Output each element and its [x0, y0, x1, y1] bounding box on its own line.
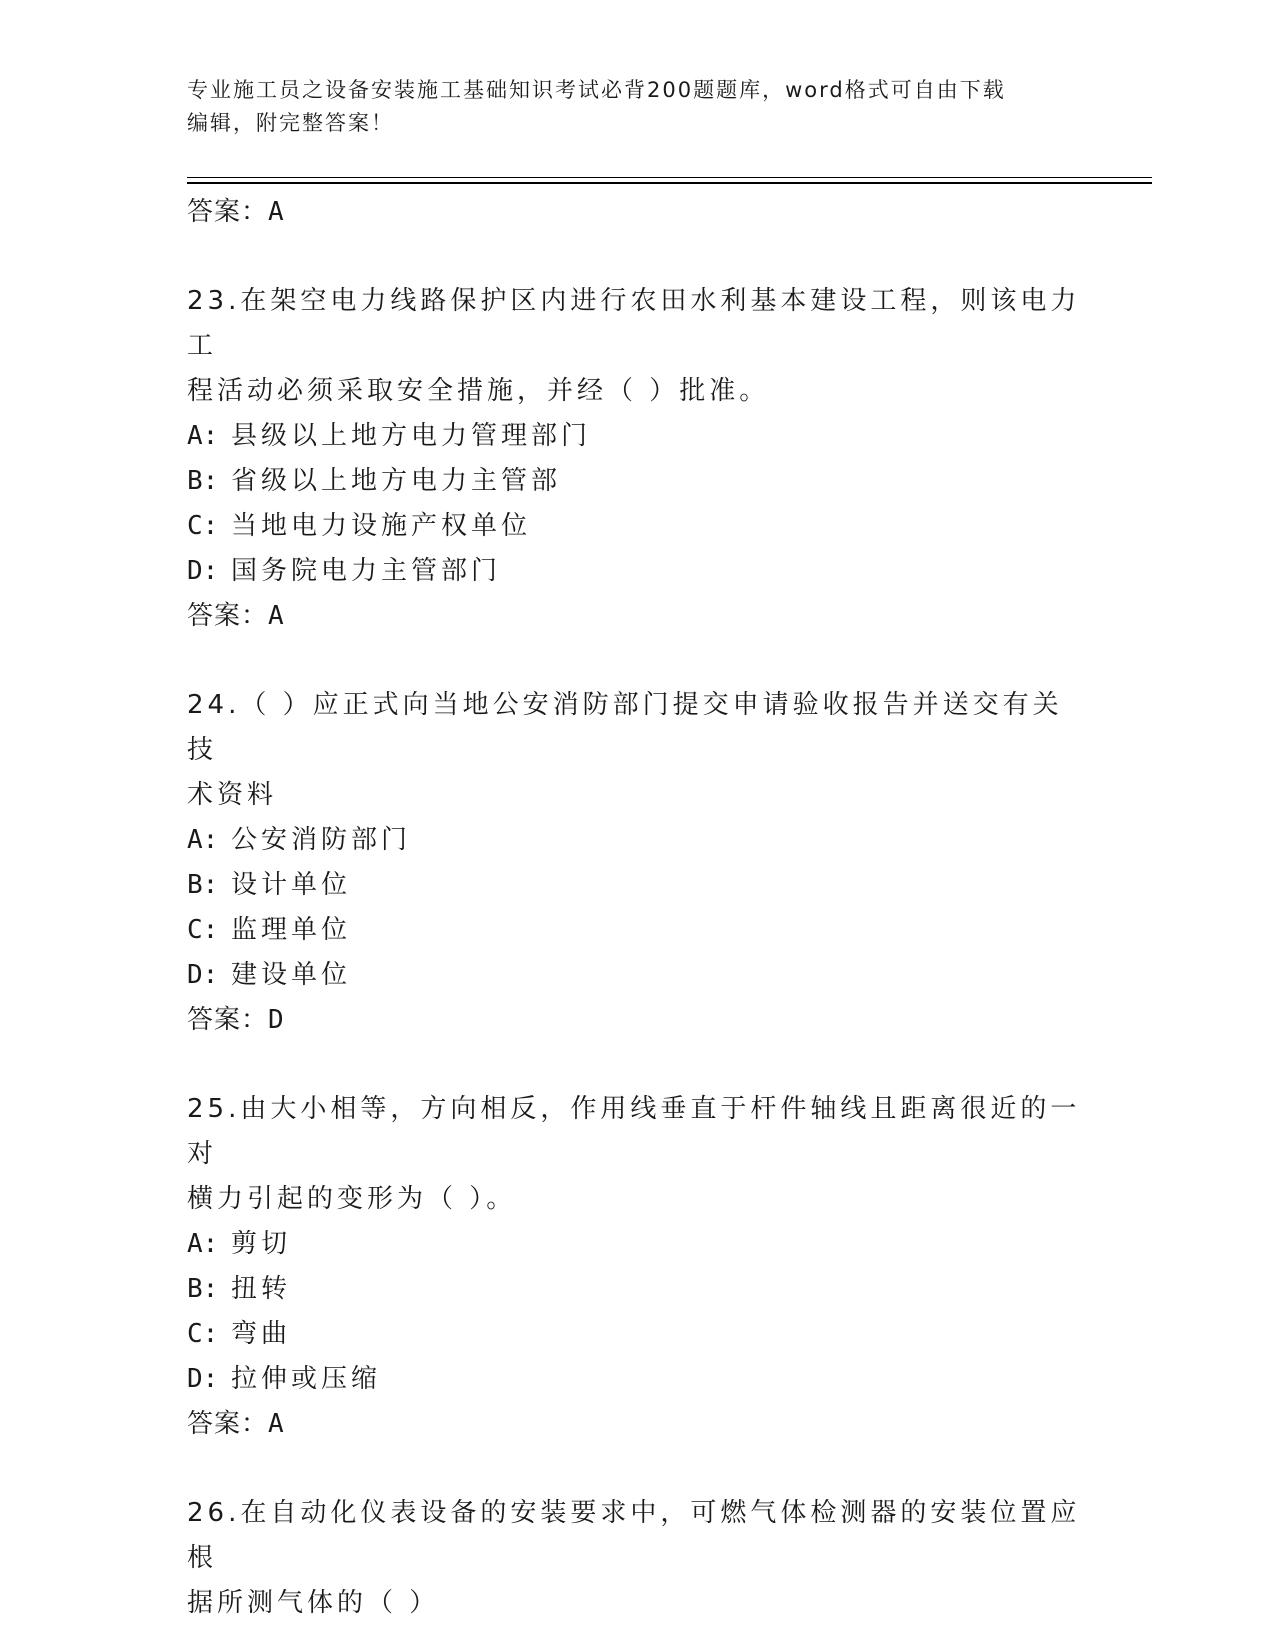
answer-value: D — [268, 1005, 285, 1035]
question-26 — [187, 1491, 1087, 1626]
question-text-line-2: 术资料 — [187, 780, 278, 810]
option-letter: A: — [187, 1229, 219, 1259]
answer-23 — [187, 594, 1087, 639]
question-text-line-1: 25.由大小相等，方向相反，作用线垂直于杆件轴线且距离很近的一对 — [187, 1094, 1081, 1169]
answer-24 — [187, 998, 1087, 1043]
option-a — [187, 414, 1087, 459]
header-divider-thick — [187, 182, 1152, 184]
option-text: 弯曲 — [231, 1319, 292, 1349]
option-text: 拉伸或压缩 — [231, 1364, 382, 1394]
question-text-line-1: 26.在自动化仪表设备的安装要求中，可燃气体检测器的安装位置应根 — [187, 1498, 1081, 1573]
option-b — [187, 1267, 1087, 1312]
option-letter: C: — [187, 1319, 219, 1349]
question-25 — [187, 1087, 1087, 1447]
question-text-line-1: 24.（ ）应正式向当地公安消防部门提交申请验收报告并送交有关技 — [187, 690, 1063, 765]
option-text: 当地电力设施产权单位 — [231, 511, 532, 541]
option-b — [187, 863, 1087, 908]
option-text: 设计单位 — [231, 870, 352, 900]
option-a — [187, 1222, 1087, 1267]
option-letter: C: — [187, 511, 219, 541]
header-line-2: 编辑，附完整答案！ — [187, 111, 394, 135]
option-c — [187, 1312, 1087, 1357]
question-24 — [187, 683, 1087, 1043]
option-letter: A: — [187, 825, 219, 855]
option-b — [187, 459, 1087, 504]
option-a — [187, 818, 1087, 863]
answer-25 — [187, 1402, 1087, 1447]
answer-22 — [187, 190, 1087, 235]
option-text: 建设单位 — [231, 960, 352, 990]
option-text: 监理单位 — [231, 915, 352, 945]
answer-label: 答案： — [187, 1005, 269, 1035]
question-23 — [187, 279, 1087, 639]
option-d — [187, 549, 1087, 594]
option-letter: B: — [187, 466, 219, 496]
option-text: 省级以上地方电力主管部 — [231, 466, 562, 496]
option-letter: D: — [187, 1364, 219, 1394]
option-c — [187, 908, 1087, 953]
option-letter: C: — [187, 915, 219, 945]
header-divider-thin — [187, 177, 1152, 178]
option-text: 扭转 — [231, 1274, 292, 1304]
option-letter: B: — [187, 870, 219, 900]
option-text: 国务院电力主管部门 — [231, 556, 502, 586]
option-text: 剪切 — [231, 1229, 292, 1259]
answer-label: 答案： — [187, 197, 269, 227]
option-letter: A: — [187, 421, 219, 451]
header-line-1: 专业施工员之设备安装施工基础知识考试必背200题题库，word格式可自由下载 — [187, 78, 1006, 102]
option-letter: D: — [187, 960, 219, 990]
option-letter: B: — [187, 1274, 219, 1304]
option-text: 县级以上地方电力管理部门 — [231, 421, 592, 451]
question-text-line-2: 横力引起的变形为（ ）。 — [187, 1184, 517, 1214]
question-text-line-2: 程活动必须采取安全措施，并经（ ）批准。 — [187, 376, 770, 406]
option-d — [187, 1357, 1087, 1402]
option-text: 公安消防部门 — [231, 825, 412, 855]
option-d — [187, 953, 1087, 998]
question-text-line-2: 据所测气体的（ ） — [187, 1588, 440, 1618]
answer-label: 答案： — [187, 1409, 269, 1439]
answer-value: A — [268, 197, 285, 227]
page-header — [187, 74, 1087, 140]
question-content — [187, 190, 1087, 1626]
answer-label: 答案： — [187, 601, 269, 631]
answer-value: A — [268, 601, 285, 631]
option-letter: D: — [187, 556, 219, 586]
question-text-line-1: 23.在架空电力线路保护区内进行农田水利基本建设工程，则该电力工 — [187, 286, 1081, 361]
option-c — [187, 504, 1087, 549]
answer-value: A — [268, 1409, 285, 1439]
